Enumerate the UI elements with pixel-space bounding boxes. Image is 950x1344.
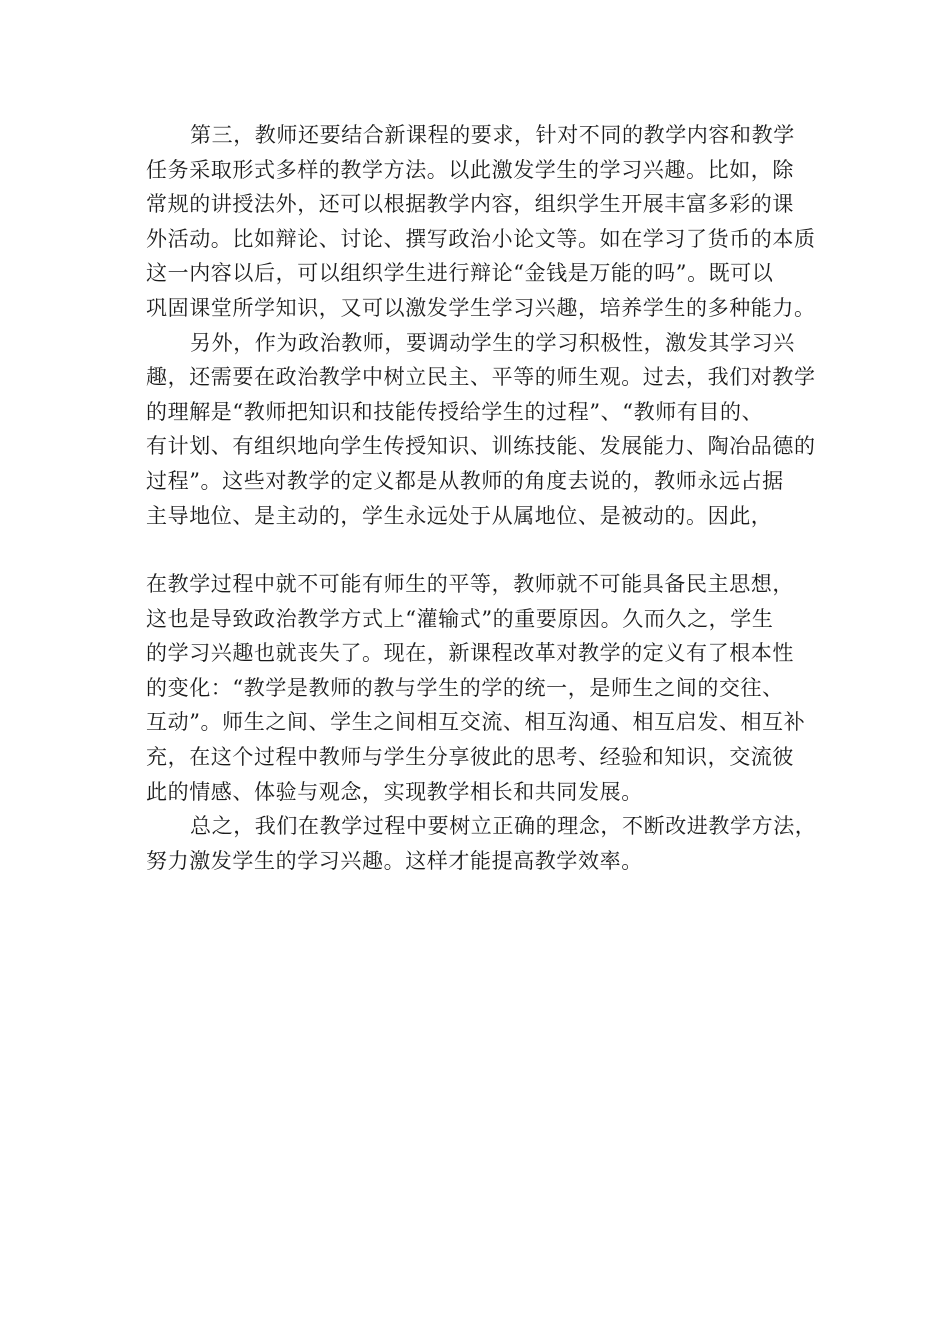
- paragraph-besides-line: 主导地位、是主动的，学生永远处于从属地位、是被动的。因此，: [146, 503, 773, 528]
- paragraph-continued-line: 互动”。师生之间、学生之间相互交流、相互沟通、相互启发、相互补: [146, 710, 806, 735]
- paragraph-besides-line: 过程”。这些对教学的定义都是从教师的角度去说的，教师永远占据: [146, 468, 784, 493]
- paragraph-third-line: 这一内容以后，可以组织学生进行辩论“金钱是万能的吗”。既可以: [146, 261, 774, 286]
- paragraph-besides-line: 有计划、有组织地向学生传授知识、训练技能、发展能力、陶冶品德的: [146, 434, 816, 459]
- paragraph-third-line: 第三，教师还要结合新课程的要求，针对不同的教学内容和教学: [190, 123, 795, 147]
- paragraph-besides-line: 趣，还需要在政治教学中树立民主、平等的师生观。过去，我们对教学: [146, 365, 816, 390]
- paragraph-conclusion-line: 努力激发学生的学习兴趣。这样才能提高教学效率。: [146, 848, 643, 873]
- paragraph-besides-line: 另外，作为政治教师，要调动学生的学习积极性，激发其学习兴: [190, 330, 795, 355]
- paragraph-continued-line: 此的情感、体验与观念，实现教学相长和共同发展。: [146, 779, 643, 804]
- paragraph-continued-line: 在教学过程中就不可能有师生的平等，教师就不可能具备民主思想，: [146, 572, 794, 596]
- paragraph-third-line: 外活动。比如辩论、讨论、撰写政治小论文等。如在学习了货币的本质: [146, 226, 816, 251]
- paragraph-continued-line: 这也是导致政治教学方式上“灌输式”的重要原因。久而久之，学生: [146, 606, 774, 631]
- paragraph-conclusion-line: 总之，我们在教学过程中要树立正确的理念，不断改进教学方法，: [190, 814, 817, 839]
- paragraph-besides-line: 的理解是“教师把知识和技能传授给学生的过程”、“教师有目的、: [146, 399, 764, 424]
- paragraph-continued-line: 充，在这个过程中教师与学生分享彼此的思考、经验和知识，交流彼: [146, 744, 794, 769]
- paragraph-third-line: 常规的讲授法外，还可以根据教学内容，组织学生开展丰富多彩的课: [146, 192, 794, 217]
- paragraph-continued-line: 的学习兴趣也就丧失了。现在，新课程改革对教学的定义有了根本性: [146, 641, 794, 666]
- paragraph-third-line: 任务采取形式多样的教学方法。以此激发学生的学习兴趣。比如，除: [146, 157, 794, 182]
- paragraph-third-line: 巩固课堂所学知识，又可以激发学生学习兴趣，培养学生的多种能力。: [146, 295, 816, 320]
- text-block-upper: [146, 118, 816, 533]
- text-block-lower: [146, 567, 817, 878]
- paragraph-continued-line: 的变化：“教学是教师的教与学生的学的统一，是师生之间的交往、: [146, 675, 784, 700]
